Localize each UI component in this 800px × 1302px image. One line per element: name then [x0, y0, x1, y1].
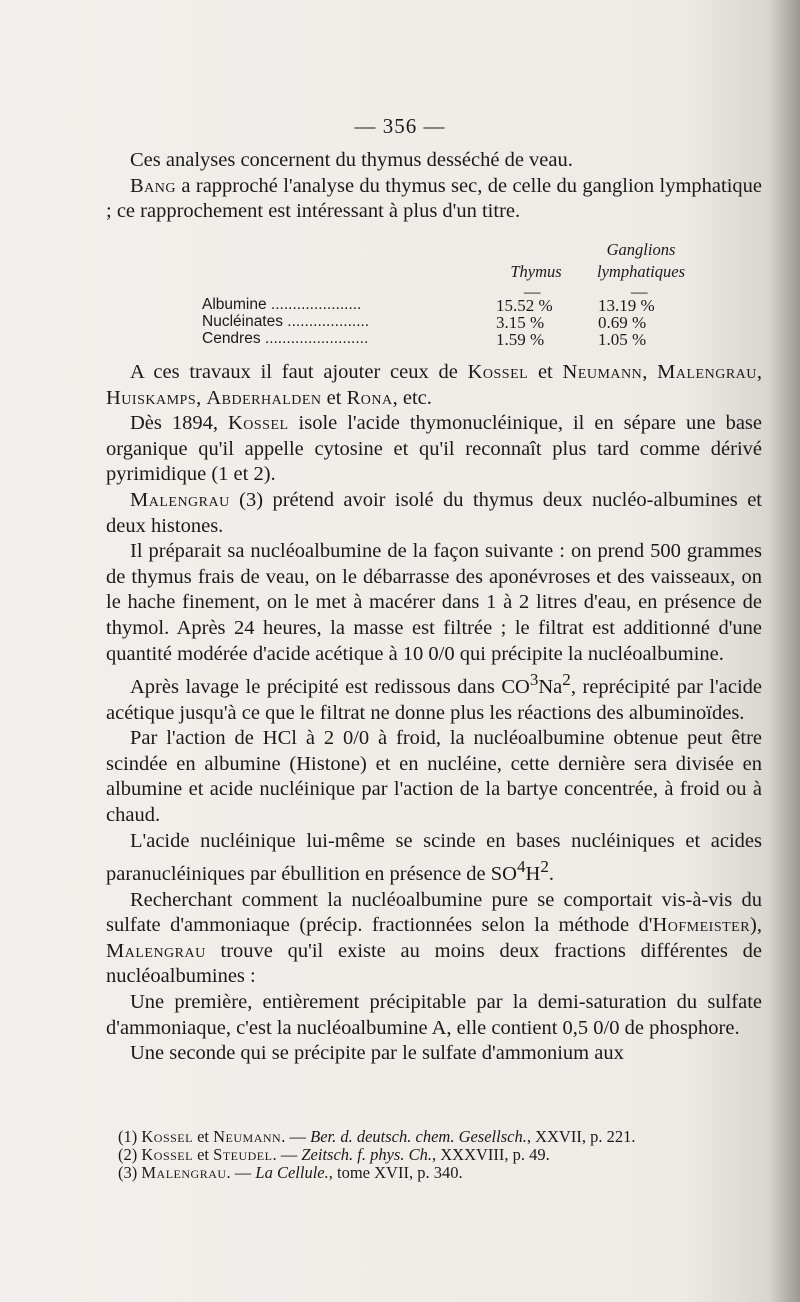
- author-name: Kossel: [467, 361, 529, 383]
- text: Dès 1894,: [130, 412, 228, 435]
- text: , tome XVII, p. 340.: [328, 1163, 463, 1182]
- col-header-ganglions-2: lymphatiques: [597, 262, 685, 281]
- text: et: [321, 386, 347, 409]
- paragraph-6: [106, 667, 762, 726]
- paragraph-7: Par l'action de HCl à 2 0/0 à froid, la nucléoalbumine obtenue peut être scindée en albumine (Histone) et en nucléine, cette dernière sera divisée en albumine et acide nucléinique par l'action de la bartye concentrée, à froid ou à chaud.: [106, 727, 762, 826]
- body-text-top: [106, 148, 762, 225]
- text: , XXVII, p. 221.: [526, 1127, 636, 1146]
- text: ,: [196, 386, 207, 409]
- superscript: 4: [517, 857, 526, 877]
- author-name: Bang: [130, 174, 177, 197]
- text: et: [192, 1127, 214, 1146]
- text: .: [548, 862, 555, 885]
- author-name: Malengrau: [657, 361, 757, 383]
- text: Na: [538, 675, 563, 698]
- paragraph-2: [106, 360, 762, 411]
- author-name: Kossel: [227, 412, 289, 435]
- reference-title: La Cellule.: [255, 1163, 329, 1182]
- ganglions-value: 1.05 %: [598, 330, 647, 349]
- row-label: Nucléinates ...................: [202, 313, 370, 330]
- superscript: 2: [540, 857, 549, 877]
- table-row: [106, 313, 762, 330]
- page-number: — 356 —: [354, 114, 446, 138]
- author-name: Malengrau: [106, 939, 206, 962]
- body-text-main: [106, 360, 762, 1067]
- row-label: Cendres ........................: [202, 330, 369, 347]
- ganglions-value: 13.19 %: [598, 296, 655, 315]
- author-name: Malengrau: [130, 488, 230, 511]
- author-name: Abderhalden: [206, 386, 322, 409]
- text: ),: [750, 914, 762, 937]
- text: H: [525, 862, 541, 885]
- ganglions-value: 0.69 %: [598, 313, 647, 332]
- thymus-value: 3.15 %: [496, 313, 545, 332]
- footnotes: [118, 1128, 758, 1182]
- table-header: [106, 240, 762, 301]
- footnote-number: (2): [118, 1145, 142, 1164]
- header-rule: —: [524, 282, 541, 301]
- superscript: 3: [529, 670, 539, 690]
- author-name: Neumann: [213, 1127, 282, 1146]
- paragraph-10: Une première, entièrement précipitable par la demi-saturation du sulfate d'ammoniaque, c'est la nucléoalbumine A, elle contient 0,5 0/0 de phosphore.: [106, 990, 762, 1039]
- text: . —: [272, 1145, 302, 1164]
- text: ,: [756, 361, 763, 383]
- paragraph-4: [106, 488, 762, 539]
- reference-title: Zeitsch. f. phys. Ch.: [301, 1145, 432, 1164]
- author-name: Kossel: [141, 1127, 193, 1146]
- text: et: [192, 1145, 214, 1164]
- footnote-1: [118, 1128, 758, 1146]
- text: ,: [642, 361, 658, 383]
- footnote-number: (3): [118, 1163, 142, 1182]
- author-name: Malengrau: [141, 1163, 227, 1182]
- paragraph-11: Une seconde qui se précipite par le sulfate d'ammonium aux: [130, 1042, 624, 1065]
- text: Après lavage le précipité est redissous dans CO: [130, 675, 530, 698]
- text: et: [528, 361, 563, 383]
- table-row: [106, 296, 762, 313]
- text: . —: [281, 1127, 311, 1146]
- footnote-3: [118, 1164, 758, 1182]
- author-name: Neumann: [562, 361, 643, 383]
- footnote-number: (1): [118, 1127, 142, 1146]
- col-header-ganglions-1: Ganglions: [606, 240, 676, 259]
- row-label: Albumine .....................: [202, 296, 362, 313]
- text: Recherchant comment la nucléoalbumine pure se comportait vis-à-vis du sulfate d'ammoniaque (précip. fractionnées selon la méthode d': [106, 888, 762, 937]
- text: trouve qu'il existe au moins deux fractions différentes de nucléoalbumines :: [106, 939, 762, 988]
- author-name: Kossel: [141, 1145, 193, 1164]
- text: . —: [226, 1163, 256, 1182]
- author-name: Hofmeister: [652, 914, 751, 937]
- paragraph-1b: [106, 174, 762, 225]
- text: , XXXVIII, p. 49.: [431, 1145, 550, 1164]
- paragraph-5: Il préparait sa nucléoalbumine de la façon suivante : on prend 500 grammes de thymus frais de veau, on le débarrasse des aponévroses et des vaisseaux, on le hache finement, on le met à macérer dans 1 à 2 litres d'eau, en présence de thymol. Après 24 heures, la masse est filtrée ; le filtrat est additionné d'une quantité modérée d'acide acétique à 10 0/0 qui précipite la nucléoalbumine.: [106, 540, 762, 665]
- header-rule: —: [631, 282, 648, 301]
- text: , reprécipité par l'acide acétique jusqu'à ce que le filtrat ne donne plus les réactions des albuminoïdes.: [106, 675, 762, 724]
- author-name: Steudel: [213, 1145, 273, 1164]
- superscript: 2: [562, 670, 571, 690]
- text: L'acide nucléinique lui-même se scinde en bases nucléiniques et acides paranucléiniques par ébullition en présence de SO: [106, 829, 762, 885]
- text: , etc.: [392, 386, 432, 409]
- author-name: Rona: [346, 386, 393, 409]
- paragraph-9: [106, 888, 762, 990]
- para-1b-text: a rapproché l'analyse du thymus sec, de celle du ganglion lymphatique ; ce rapprochement est intéressant à plus d'un titre.: [106, 174, 762, 223]
- reference-title: Ber. d. deutsch. chem. Gesellsch.: [310, 1127, 527, 1146]
- text: isole l'acide thymonucléinique, il en sépare une base organique qu'il appelle cytosine et qu'il reconnaît plus tard comme dérivé pyrimidique (1 et 2).: [106, 412, 762, 486]
- thymus-value: 1.59 %: [496, 330, 545, 349]
- col-header-thymus: Thymus: [510, 262, 562, 281]
- paragraph-3: [106, 411, 762, 488]
- footnote-2: [118, 1146, 758, 1164]
- para-1a-text: Ces analyses concernent du thymus desséché de veau.: [130, 149, 573, 171]
- paragraph-8: [106, 829, 762, 888]
- thymus-value: 15.52 %: [496, 296, 553, 315]
- text: A ces travaux il faut ajouter ceux de: [130, 361, 468, 383]
- composition-table: [106, 240, 762, 347]
- author-name: Huiskamps: [106, 386, 197, 409]
- text: (3) prétend avoir isolé du thymus deux nucléo-albumines et deux histones.: [106, 488, 762, 537]
- paragraph-1a: [106, 148, 762, 174]
- table-row: [106, 330, 762, 347]
